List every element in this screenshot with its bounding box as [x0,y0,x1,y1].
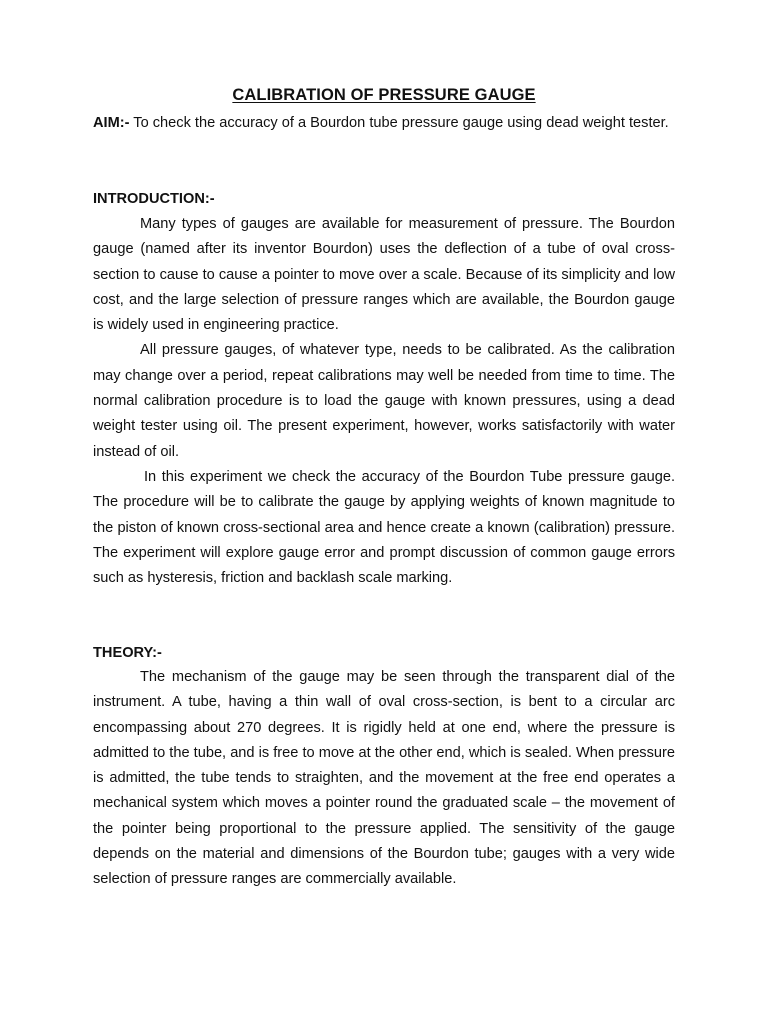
theory-body [93,665,675,893]
document-title: CALIBRATION OF PRESSURE GAUGE [232,86,536,104]
aim-label: AIM:- [93,115,130,131]
aim-section [93,111,675,136]
introduction-heading: INTRODUCTION:- [93,191,215,207]
introduction-body [93,212,675,591]
introduction-paragraph: All pressure gauges, of whatever type, needs to be calibrated. As the calibration may change over a period, repeat calibrations may well be needed from time to time. The normal calibration procedure is to load the gauge with known pressures, using a dead weight tester using oil. The present experiment, however, works satisfactorily with water instead of oil. [93,342,675,460]
theory-heading: THEORY:- [93,645,162,661]
aim-text: To check the accuracy of a Bourdon tube pressure gauge using dead weight tester. [129,115,669,131]
introduction-paragraph: Many types of gauges are available for measurement of pressure. The Bourdon gauge (named after its inventor Bourdon) uses the deflection of a tube of oval cross-section to cause to cause a pointer to move over a scale. Because of its simplicity and low cost, and the large selection of pressure ranges which are available, the Bourdon gauge is widely used in engineering practice. [93,216,675,334]
introduction-paragraph: In this experiment we check the accuracy of the Bourdon Tube pressure gauge. The procedure will be to calibrate the gauge by applying weights of known magnitude to the piston of known cross-sectional area and hence create a known (calibration) pressure. The experiment will explore gauge error and prompt discussion of common gauge errors such as hysteresis, friction and backlash scale marking. [93,468,675,587]
theory-paragraph: The mechanism of the gauge may be seen through the transparent dial of the instrument. A tube, having a thin wall of oval cross-section, is bent to a circular arc encompassing about 270 degrees. It is rigidly held at one end, where the pressure is admitted to the tube, and is free to move at the other end, which is sealed. When pressure is admitted, the tube tends to straighten, and the movement at the free end operates a mechanical system which moves a pointer round the graduated scale – the movement of the pointer being proportional to the pressure applied. The sensitivity of the gauge depends on the material and dimensions of the Bourdon tube; gauges with a very wide selection of pressure ranges are commercially available. [93,669,675,888]
